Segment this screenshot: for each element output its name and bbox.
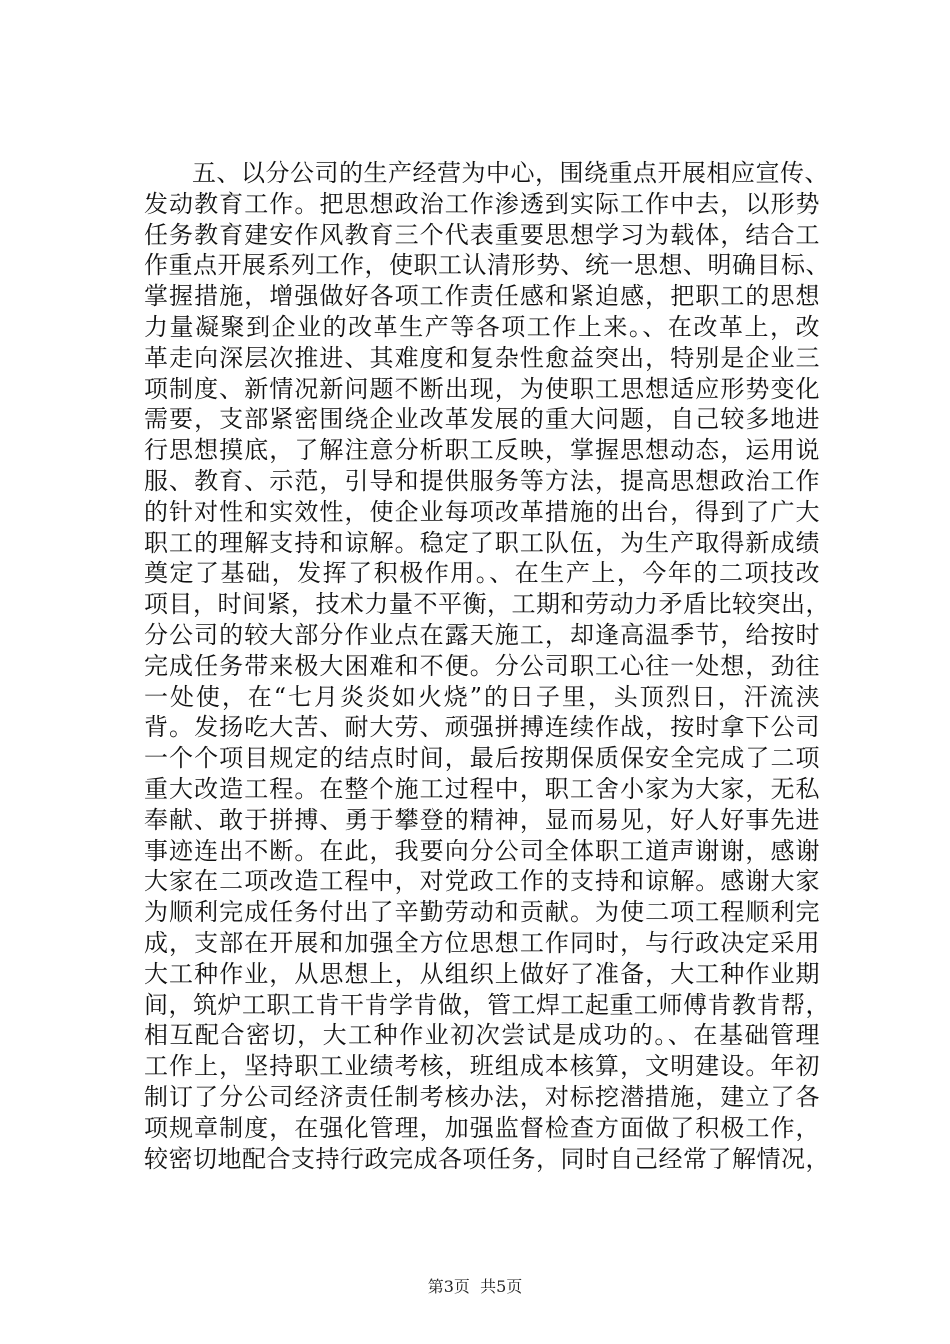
text-line: 事迹连出不断。在此，我要向分公司全体职工道声谢谢，感谢 — [144, 836, 820, 865]
text-line: 工作上，坚持职工业绩考核，班组成本核算，文明建设。年初 — [144, 1052, 820, 1081]
text-line: 发动教育工作。把思想政治工作渗透到实际工作中去，以形势 — [144, 189, 820, 218]
text-line: 任务教育建安作风教育三个代表重要思想学习为载体，结合工 — [144, 220, 820, 249]
page-total: 共5页 — [480, 1277, 523, 1296]
text-line: 较密切地配合支持行政完成各项任务，同时自己经常了解情况， — [144, 1144, 830, 1173]
text-line: 大工种作业，从思想上，从组织上做好了准备，大工种作业期 — [144, 959, 820, 988]
text-line: 相互配合密切，大工种作业初次尝试是成功的。、在基础管理 — [144, 1021, 820, 1050]
text-line: 奉献、敢于拼搏、勇于攀登的精神，显而易见，好人好事先进 — [144, 805, 820, 834]
text-line: 为顺利完成任务付出了辛勤劳动和贡献。为使二项工程顺利完 — [144, 898, 820, 927]
body-paragraph — [144, 158, 830, 1174]
text-line: 力量凝聚到企业的改革生产等各项工作上来。、在改革上，改 — [144, 312, 820, 341]
page-number: 第3页 — [427, 1277, 470, 1296]
text-line: 重大改造工程。在整个施工过程中，职工舍小家为大家，无私 — [144, 774, 820, 803]
text-line: 作重点开展系列工作，使职工认清形势、统一思想、明确目标、 — [144, 251, 830, 280]
text-line: 需要，支部紧密围绕企业改革发展的重大问题，自己较多地进 — [144, 405, 820, 434]
text-line: 项目，时间紧，技术力量不平衡，工期和劳动力矛盾比较突出， — [144, 590, 830, 619]
text-line: 职工的理解支持和谅解。稳定了职工队伍，为生产取得新成绩 — [144, 528, 820, 557]
text-line: 一个个项目规定的结点时间，最后按期保质保安全完成了二项 — [144, 744, 820, 773]
text-line: 大家在二项改造工程中，对党政工作的支持和谅解。感谢大家 — [144, 867, 820, 896]
footer-separator — [470, 1277, 480, 1296]
text-line: 奠定了基础，发挥了积极作用。、在生产上，今年的二项技改 — [144, 559, 820, 588]
text-line: 项规章制度，在强化管理，加强监督检查方面做了积极工作， — [144, 1113, 820, 1142]
text-line: 间，筑炉工职工肯干肯学肯做，管工焊工起重工师傅肯教肯帮， — [144, 990, 830, 1019]
text-line: 完成任务带来极大困难和不便。分公司职工心往一处想，劲往 — [144, 651, 820, 680]
text-line: 革走向深层次推进、其难度和复杂性愈益突出，特别是企业三 — [144, 343, 820, 372]
text-line: 一处使，在“七月炎炎如火烧”的日子里，头顶烈日，汗流浃 — [144, 682, 820, 711]
text-line: 成，支部在开展和加强全方位思想工作同时，与行政决定采用 — [144, 928, 820, 957]
text-line: 服、教育、示范，引导和提供服务等方法，提高思想政治工作 — [144, 466, 820, 495]
text-line: 掌握措施，增强做好各项工作责任感和紧迫感，把职工的思想 — [144, 282, 820, 311]
text-line: 背。发扬吃大苦、耐大劳、顽强拼搏连续作战，按时拿下公司 — [144, 713, 820, 742]
page-footer — [0, 1277, 950, 1297]
text-line: 分公司的较大部分作业点在露天施工，却逢高温季节，给按时 — [144, 620, 820, 649]
text-line: 项制度、新情况新问题不断出现，为使职工思想适应形势变化 — [144, 374, 820, 403]
text-line: 的针对性和实效性，使企业每项改革措施的出台，得到了广大 — [144, 497, 820, 526]
text-line: 制订了分公司经济责任制考核办法，对标挖潜措施，建立了各 — [144, 1082, 820, 1111]
text-line: 五、以分公司的生产经营为中心，围绕重点开展相应宣传、 — [192, 159, 829, 187]
text-line: 行思想摸底，了解注意分析职工反映，掌握思想动态，运用说 — [144, 436, 820, 465]
